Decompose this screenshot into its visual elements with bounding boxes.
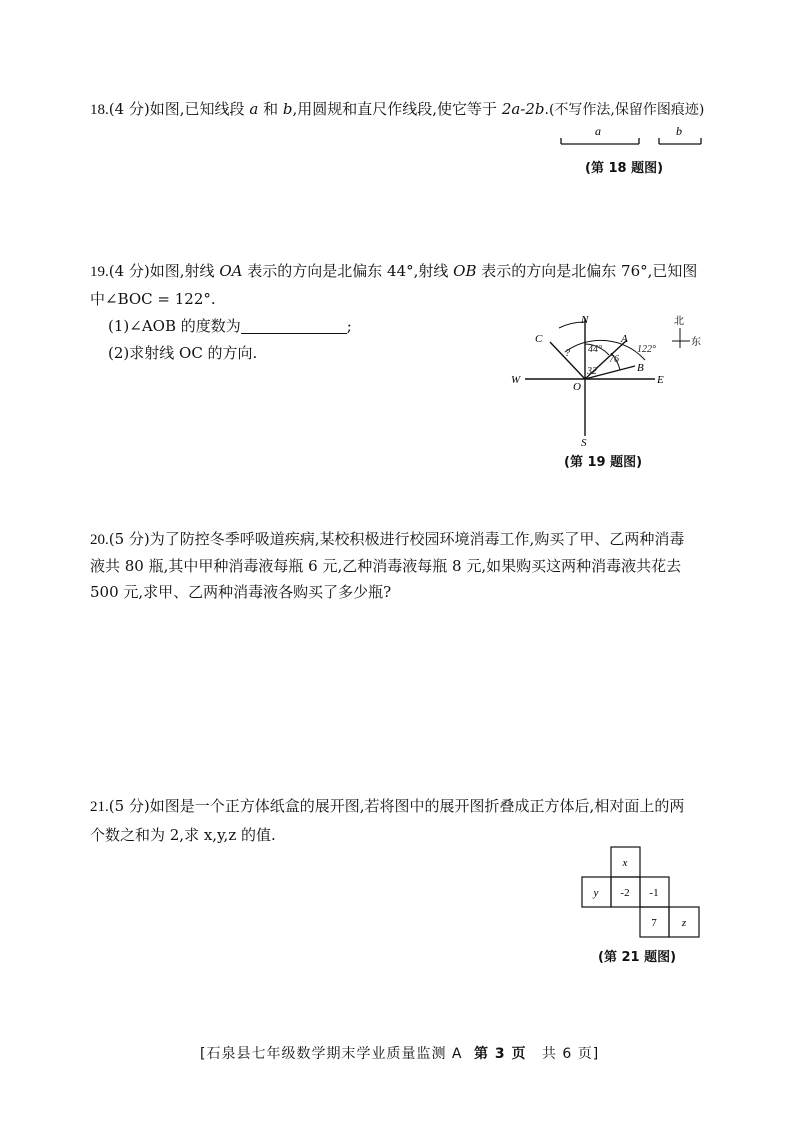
segment-b-label: b	[676, 124, 682, 138]
label-n: N	[581, 314, 589, 326]
q20-line1-text: 为了防控冬季呼吸道疾病,某校积极进行校园环境消毒工作,购买了甲、乙两种消毒	[149, 530, 685, 548]
q20-number: 20.	[90, 532, 109, 548]
q21-line1-text: 如图是一个正方体纸盒的展开图,若将图中的展开图折叠成正方体后,相对面上的两	[149, 797, 685, 815]
q18-var-a: a	[249, 100, 259, 118]
q21-caption: (第 21 题图)	[598, 950, 677, 965]
angle-arc-boc	[565, 340, 645, 360]
cell-minus-2-label: -2	[620, 887, 630, 899]
q21-number: 21.	[90, 799, 109, 815]
q18-expression: 2a-2b	[501, 100, 545, 118]
q18-text-b: ,用圆规和直尺作线段,使它等于	[292, 100, 498, 118]
mini-compass-north: 北	[674, 316, 684, 327]
cell-x-label: x	[622, 857, 628, 869]
q20-line1	[90, 526, 730, 553]
q19-score: (4 分)	[108, 262, 150, 280]
cell-seven-label: 7	[651, 917, 657, 929]
footer-total: 共 6 页]	[541, 1046, 600, 1062]
q18-text	[90, 96, 704, 124]
q18-var-b: b	[282, 100, 293, 118]
q21-line1	[90, 792, 730, 821]
q20-line3: 500 元,求甲、乙两种消毒液各购买了多少瓶?	[90, 583, 392, 601]
q19-ob: OB	[453, 262, 477, 280]
q21-cube-net-figure	[580, 846, 704, 942]
mini-compass-east: 东	[691, 337, 701, 348]
label-w: W	[511, 374, 521, 386]
q19-oa: OA	[219, 262, 243, 280]
label-s: S	[581, 437, 587, 448]
footer-text: [石泉县七年级数学期末学业质量监测 A	[200, 1046, 463, 1062]
q20-line2: 液共 80 瓶,其中甲种消毒液每瓶 6 元,乙种消毒液每瓶 8 元,如果购买这两种消毒液共花去	[90, 557, 682, 575]
q18-score: (4 分)	[108, 100, 150, 118]
label-c: C	[535, 333, 543, 345]
q19-sub1-text: (1)∠AOB 的度数为	[108, 317, 241, 335]
q19-number: 19.	[90, 264, 109, 280]
label-a: A	[621, 333, 628, 345]
q18-text-c: .(不写作法,保留作图痕迹)	[544, 102, 705, 118]
q19-line1-c: 表示的方向是北偏东 76°,已知图	[481, 262, 698, 280]
handwriting-32: 32	[587, 366, 597, 377]
q18-number: 18.	[90, 102, 109, 118]
q19-sub2: (2)求射线 OC 的方向.	[108, 344, 258, 362]
q19-line1-a: 如图,射线	[149, 262, 215, 280]
q19-caption: (第 19 题图)	[564, 455, 643, 470]
handwriting-44: 44°	[588, 344, 602, 355]
q18-text-a: 如图,已知线段	[149, 100, 245, 118]
page-footer	[200, 1043, 599, 1063]
q18-text-and: 和	[263, 100, 279, 118]
q21-line2: 个数之和为 2,求 x,y,z 的值.	[90, 826, 276, 844]
mini-compass	[672, 315, 701, 348]
footer-page: 第 3 页	[473, 1046, 527, 1062]
q18-segments-figure	[555, 122, 705, 154]
q21-text	[90, 792, 730, 849]
q19-line2: 中∠BOC = 122°.	[90, 290, 216, 308]
cell-minus-1-label: -1	[649, 887, 659, 899]
q20-text	[90, 526, 730, 605]
q19-answer-blank[interactable]	[241, 317, 347, 334]
segment-a-label: a	[595, 124, 601, 138]
q18-caption: (第 18 题图)	[585, 161, 664, 176]
cell-z-label: z	[681, 917, 687, 929]
label-o: O	[573, 381, 581, 393]
q20-score: (5 分)	[108, 530, 150, 548]
segment-a	[561, 138, 639, 144]
q21-score: (5 分)	[108, 797, 150, 815]
label-b: B	[637, 362, 644, 374]
segment-b	[659, 138, 701, 144]
handwriting-122: 122°	[637, 344, 656, 355]
q19-line1	[90, 258, 730, 286]
q19-compass-figure	[505, 308, 715, 448]
label-e: E	[657, 374, 664, 386]
q19-line1-b: 表示的方向是北偏东 44°,射线	[247, 262, 449, 280]
cell-y-label: y	[593, 887, 599, 899]
handwriting-question-mark: ?	[565, 348, 570, 359]
handwriting-76: 76	[609, 354, 619, 365]
q19-sub1-end: ;	[346, 317, 352, 335]
